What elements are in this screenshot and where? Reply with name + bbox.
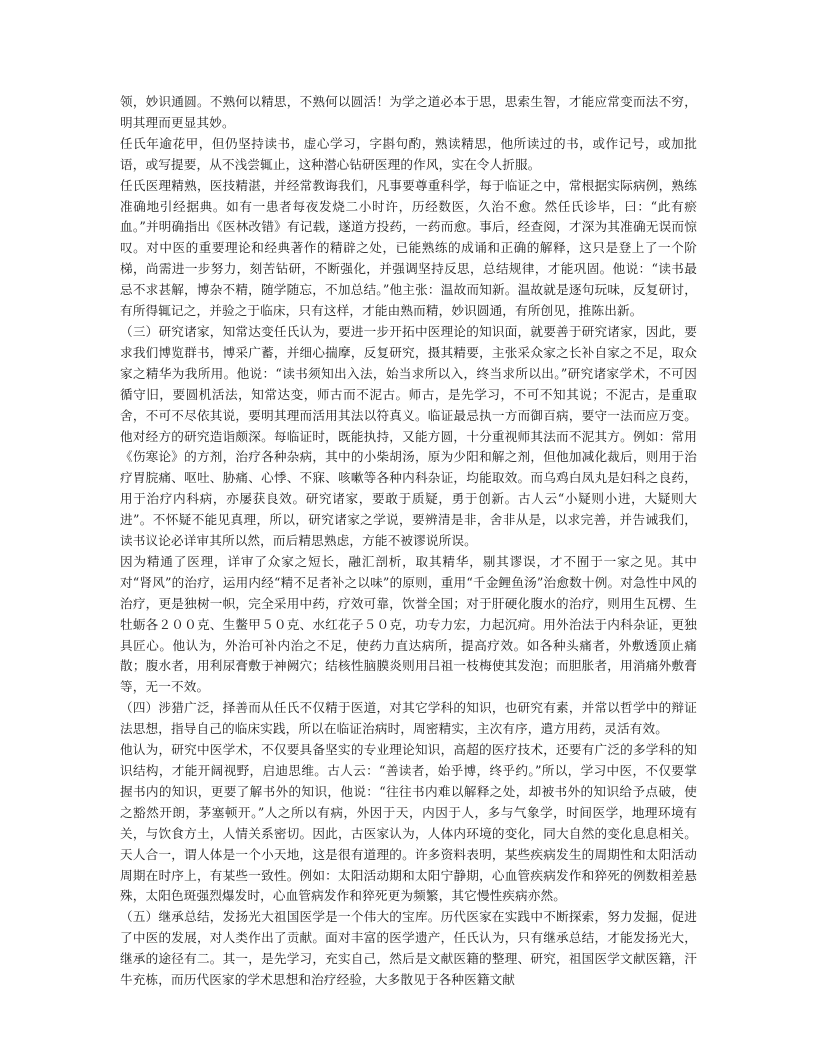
paragraph: 因为精通了医理，详审了众家之短长，融汇剖析，取其精华，剔其谬误，才不囿于一家之见。其中对“肾风”的治疗，运用内经“精不足者补之以味”的原则，重用“千金鲤鱼汤”治愈数十例。对急性中风的治疗，更是独树一帜，完全采用中药，疗效可靠，饮誉全国；对于肝硬化腹水的治疗，则用生瓦楞、生牡蛎各２００克、生鳖甲５０克、水红花子５０克，功专力宏，力起沉疴。用外治法于内科杂证，更独具匠心。他认为，外治可补内治之不足，使药力直达病所，提高疗效。如各种头痛者，外敷透顶止痛散；腹水者，用利尿膏敷于神阙穴；结核性脑膜炎则用吕祖一枝梅使其发泡；而胆胀者，用消痛外敷膏等，无一不效。 (120, 553, 697, 695)
document-page (120, 92, 697, 991)
paragraph: 领，妙识通圆。不熟何以精思，不熟何以圆活！为学之道必本于思，思索生智，才能应常变而法不穷，明其理而更显其妙。 (120, 94, 697, 130)
paragraph: 他认为，研究中医学术，不仅要具备坚实的专业理论知识，高超的医疗技术，还要有广泛的多学科的知识结构，才能开阔视野，启迪思维。古人云：“善读者，始乎博，终乎约。”所以，学习中医，不仅要掌握书内的知识，更要了解书外的知识，他说：“往往书内难以解释之处，却被书外的知识给予点破，使之豁然开朗，茅塞顿开。”人之所以有病，外因于天，内因于人，多与气象学，时间医学，地理环境有关，与饮食方土，人情关系密切。因此，古医家认为，人体内环境的变化，同大自然的变化息息相关。天人合一，谓人体是一个小天地，这是很有道理的。许多资料表明，某些疾病发生的周期性和太阳活动周期在时序上，有某些一致性。例如：太阳活动期和太阳宁静期，心血管疾病发作和猝死的例数相差悬殊，太阳色斑强烈爆发时，心血管病发作和猝死更为频繁，其它慢性疾病亦然。 (120, 742, 697, 904)
paragraph: （三）研究诸家，知常达变任氏认为，要进一步开拓中医理论的知识面，就要善于研究诸家，因此，要求我们博览群书，博采广蓄，并细心揣摩，反复研究，摄其精要，主张采众家之长补自家之不足，取众家之精华为我所用。他说：“读书须知出入法，始当求所以入，终当求所以出。”研究诸家学术，不可因循守旧，要圆机活法，知常达变，师古而不泥古。师古，是先学习，不可不知其说；不泥古，是重取舍，不可不尽依其说，要明其理而活用其法以符真义。临证最忌执一方而御百病，要守一法而应万变。他对经方的研究造诣颇深。每临证时，既能执持，又能方圆，十分重视师其法而不泥其方。例如：常用《伤寒论》的方剂，治疗各种杂病，其中的小柴胡汤，原为少阳和解之剂，但他加减化裁后，则用于治疗胃脘痛、呕吐、胁痛、心悸、不寐、咳嗽等各种内科杂证，均能取效。而乌鸡白凤丸是妇科之良药，用于治疗内科病，亦屡获良效。研究诸家，要敢于质疑，勇于创新。古人云“小疑则小进，大疑则大进”。不怀疑不能见真理，所以，研究诸家之学说，要辨清是非，舍非从是，以求完善，并告诫我们，读书议论必详审其所以然，而后精思熟虑，方能不被谬说所误。 (120, 323, 697, 549)
paragraph: （四）涉猎广泛，择善而从任氏不仅精于医道，对其它学科的知识，也研究有素，并常以哲学中的辩证法思想，指导自己的临床实践，所以在临证治病时，周密精实，主次有序，遣方用药，灵活有效。 (120, 700, 697, 737)
paragraph: （五）继承总结，发扬光大祖国医学是一个伟大的宝库。历代医家在实践中不断探索，努力发掘，促进了中医的发展，对人类作出了贡献。面对丰富的医学遗产，任氏认为，只有继承总结，才能发扬光大，继承的途径有二。其一，是先学习，充实自己，然后是文献医籍的整理、研究，祖国医学文献医籍，汗牛充栋，而历代医家的学术思想和治疗经验，大多散见于各种医籍文献 (120, 909, 697, 988)
paragraph: 任氏医理精熟，医技精湛，并经常教诲我们，凡事要尊重科学，每于临证之中，常根据实际病例，熟练准确地引经据典。如有一患者每夜发烧二小时许，历经数医，久治不愈。然任氏诊毕，曰：“此有瘀血。”并明确指出《医林改错》有记载，遂道方投药，一药而愈。事后，经查阅，才深为其准确无误而惊叹。对中医的重要理论和经典著作的精辟之处，已能熟练的成诵和正确的解释，这只是登上了一个阶梯，尚需进一步努力，刻苦钻研，不断强化，并强调坚持反思，总结规律，才能巩固。他说：“读书最忌不求甚解，博杂不精，随学随忘，不加总结。”他主张：温故而知新。温故就是逐句玩味，反复研讨，有所得辄记之，并验之于临床，只有这样，才能由熟而精，妙识圆通，有所创见，推陈出新。 (120, 177, 697, 319)
paragraph: 任氏年逾花甲，但仍坚持读书，虚心学习，字斟句酌，熟读精思，他所读过的书，或作记号，或加批语，或写提要，从不浅尝辄止，这种潜心钻研医理的作风，实在令人折服。 (120, 135, 697, 172)
